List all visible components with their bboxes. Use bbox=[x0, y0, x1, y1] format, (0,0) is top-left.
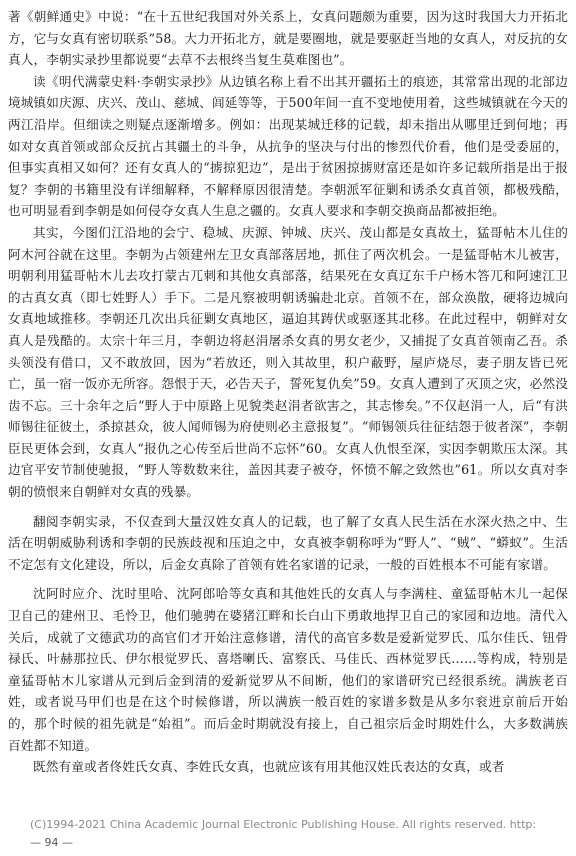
paragraph-5: 沈阿时应介、沈时里哈、沈阿郎哈等女真和其他姓氏的女真人与李满柱、童猛哥帖木儿一起保卫自己的建州卫、毛怜卫，他们驰骋在婆猪江畔和长白山下勇敢地捍卫自己的家园和边地。清代入关后，成就了文德武功的高官们才开始注意修谱，清代的高官多数是爱新觉罗氏、瓜尔佳氏、钮骨禄氏、叶赫那拉氏、伊尔根觉罗氏、喜塔喇氏、富察氏、马佳氏、西林觉罗氏……等构成，特别是童猛哥帖木儿家谱从元到后金到清的爱新觉罗从不间断，他们的家谱研究已经很系统。满族老百姓，或者说马甲们也是在这个时候修谱，所以满族一般百姓的家谱多数是从多尔衮进京前后开始的，那个时候的祖先就是“始祖”。而后金时期就没有接上，自己祖宗后金时期姓什么，大多数满族百姓都不知道。 bbox=[8, 586, 568, 753]
article-body bbox=[8, 6, 568, 778]
paragraph-gap bbox=[8, 503, 568, 511]
paragraph-2: 读《明代满蒙史料·李朝实录抄》从边镇名称上看不出其开疆拓土的痕迹，其常常出现的北部边境城镇如庆源、庆兴、茂山、慈城、闾延等等，于500年间一直不变地使用着，这些城镇就在今天的两江沿岸。但细读之则疑点逐渐增多。例如：出现某城迁移的记载，却未指出从哪里迁到何地；再如对女真首领或部众反抗占其疆土的斗争，从抗争的坚决与付出的惨烈代价看，他们是受委屈的，但事实真相又如何？还有女真人的“掳掠犯边”，是出于贫困掠掳财富还是如许多记载所指是出于报复？李朝的书籍里没有详细解释，不解释原因很清楚。李朝派军征剿和诱杀女真首领，都极残酷，也可明显看到李朝是如何侵夺女真人生息之疆的。女真人要求和李朝交换商品都被拒绝。 bbox=[8, 73, 568, 219]
page-number: — 94 — bbox=[30, 836, 73, 849]
copyright-footer: (C)1994-2021 China Academic Journal Electronic Publishing House. All rights reserved. http: bbox=[30, 818, 537, 831]
paragraph-4: 翻阅李朝实录，不仅查到大量汉姓女真人的记载，也了解了女真人民生活在水深火热之中、生活在明朝威胁利诱和李朝的民族歧视和压迫之中，女真被李朝称呼为“野人”、“贼”、“蟒蚁”。生活不定怎有文化建设，所以，后金女真除了首领有姓名家谱的记录，一般的百姓根本不可能有家谱。 bbox=[8, 513, 568, 572]
paragraph-1: 著《朝鲜通史》中说：“在十五世纪我国对外关系上，女真问题颇为重要，因为这时我国大力开拓北方，它与女真有密切联系”58。大力开拓北方，就是要圈地，就是要驱赶当地的女真人，对反抗的女真人，李朝实录抄里都说要“去草不去根终当复生莫难图也”。 bbox=[8, 9, 568, 68]
paragraph-3: 其实，今图们江沿地的会宁、稳城、庆源、钟城、庆兴、茂山都是女真故土，猛哥帖木儿住的阿木河谷就在这里。李朝为占领建州左卫女真部落居地，抓住了两次机会。一是猛哥帖木儿被害，明朝利用猛哥帖木儿去攻打蒙古兀刺和其他女真部落，结果死在女真辽东千户杨木答兀和阿速江卫的古真女真（即七姓野人）手下。二是凡察被明朝诱骗赴北京。首领不在，部众涣散，硬将边城向女真地域推移。李朝还几次出兵征剿女真地区，逼迫其踌伏或驱逐其北移。在此过程中，朝鲜对女真人是残酷的。太宗十年三月，李朝边将赵涓屠杀女真的男女老少，又捕捉了女真首领南乙吾。杀头领没有借口，又不敢放回，因为“若放还，则入其故里，积户蔽野，屋庐烧尽，妻子朋友皆已死亡，虽一宿一饭亦无所容。怨恨于天，必告天子，誓死复仇矣”59。女真人遭到了灭顶之灾，必然没齿不忘。三十余年之后“野人于中原路上见貌类赵涓者欲害之，其志惨矣。”不仅赵涓一人，后“有洪师锡往征彼土，杀掠甚众，彼人闻师锡为府使则必主意报复”。“师锡领兵往征结怨于彼者深”，李朝臣民更体会到，女真人“报仇之心传至后世尚不忘怀”60。女真人仇恨至深，实因李朝欺压太深。其边官平安节制使驰报，“野人等数数来往，盖因其妻子被夺，怀愤不解之致然也”61。所以女真对李朝的愤恨来自朝鲜对女真的残暴。 bbox=[8, 224, 568, 500]
paragraph-6: 既然有童或者佟姓氏女真、李姓氏女真，也就应该有用其他汉姓氏表达的女真，或者 bbox=[33, 759, 505, 775]
paragraph-gap bbox=[8, 575, 568, 583]
